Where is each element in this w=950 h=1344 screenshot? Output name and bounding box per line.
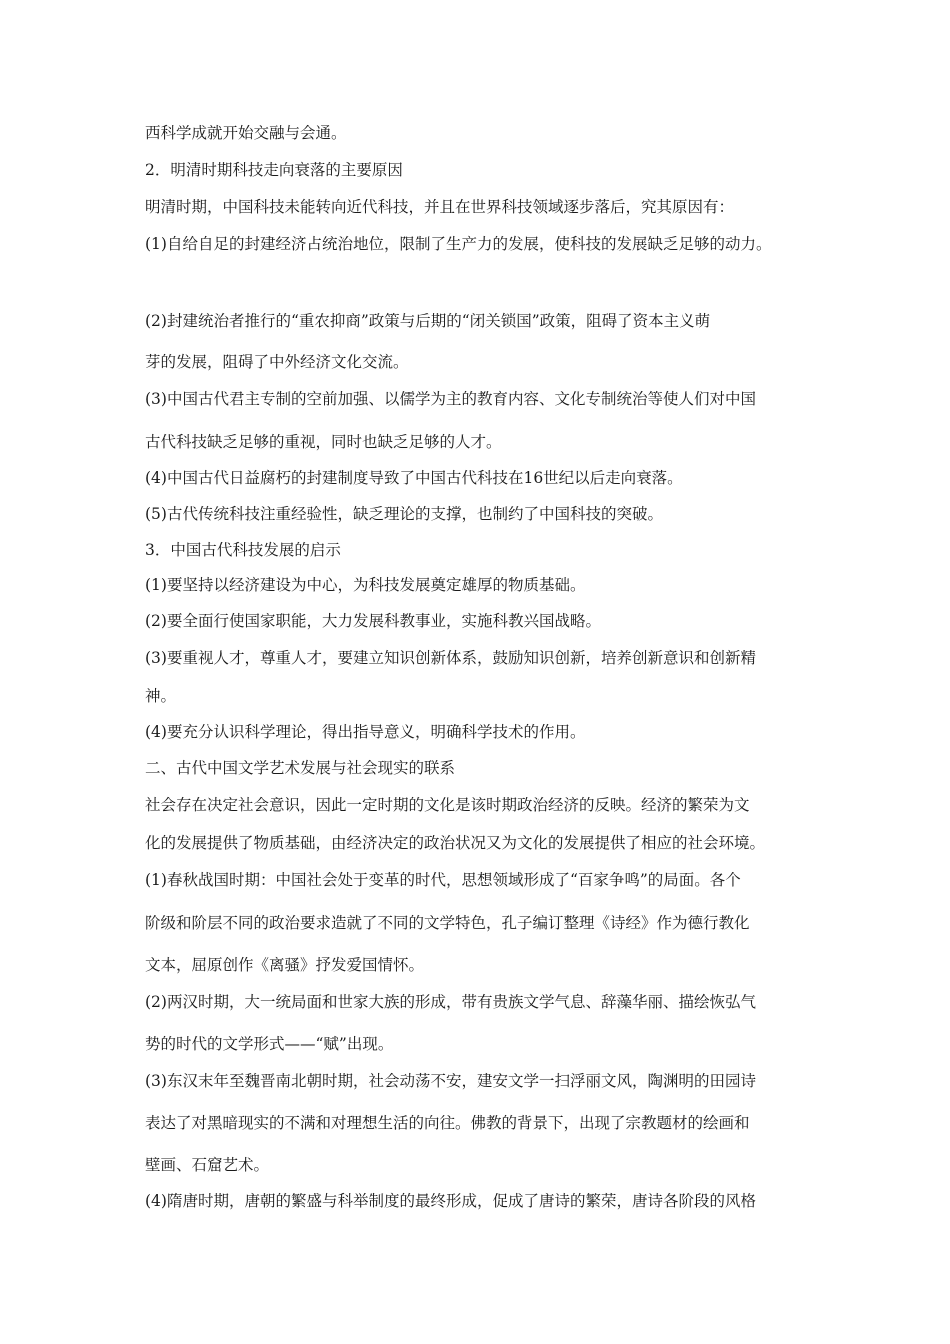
text-line-21: 阶级和阶层不同的政治要求造就了不同的文学特色，孔子编订整理《诗经》作为德行教化 [145,914,750,932]
section-heading-er: 二、古代中国文学艺术发展与社会现实的联系 [145,759,456,777]
text-line-24: 势的时代的文学形式——“赋”出现。 [145,1035,394,1053]
text-line-10: (5)古代传统科技注重经验性，缺乏理论的支撑，也制约了中国科技的突破。 [145,505,663,523]
text-line-12: (1)要坚持以经济建设为中心，为科技发展奠定雄厚的物质基础。 [145,576,586,594]
text-line-16: (4)要充分认识科学理论，得出指导意义，明确科学技术的作用。 [145,723,586,741]
text-line-9: (4)中国古代日益腐朽的封建制度导致了中国古代科技在16世纪以后走向衰落。 [145,469,683,487]
text-line-18: 社会存在决定社会意识，因此一定时期的文化是该时期政治经济的反映。经济的繁荣为文 [145,796,750,814]
text-line-20: (1)春秋战国时期：中国社会处于变革的时代，思想领域形成了“百家争鸣”的局面。各个 [145,871,741,889]
text-line-4: (1)自给自足的封建经济占统治地位，限制了生产力的发展，使科技的发展缺乏足够的动力。 [145,235,772,253]
text-line-1: 西科学成就开始交融与会通。 [145,124,347,142]
text-line-19: 化的发展提供了物质基础，由经济决定的政治状况又为文化的发展提供了相应的社会环境。 [145,834,766,852]
text-line-7: (3)中国古代君主专制的空前加强、以儒学为主的教育内容、文化专制统治等使人们对中国 [145,390,756,408]
text-line-3: 明清时期，中国科技未能转向近代科技，并且在世界科技领域逐步落后，究其原因有： [145,198,735,216]
text-line-15: 神。 [145,687,177,705]
text-line-6: 芽的发展，阻碍了中外经济文化交流。 [145,353,409,371]
section-heading-3: 3．中国古代科技发展的启示 [145,541,341,559]
text-line-27: 壁画、石窟艺术。 [145,1156,270,1174]
text-line-23: (2)两汉时期，大一统局面和世家大族的形成，带有贵族文学气息、辞藻华丽、描绘恢弘气 [145,993,756,1011]
text-line-25: (3)东汉末年至魏晋南北朝时期，社会动荡不安，建安文学一扫浮丽文风，陶渊明的田园诗 [145,1072,756,1090]
text-line-22: 文本，屈原创作《离骚》抒发爱国情怀。 [145,956,425,974]
text-line-13: (2)要全面行使国家职能，大力发展科教事业，实施科教兴国战略。 [145,612,601,630]
text-line-5: (2)封建统治者推行的“重农抑商”政策与后期的“闭关锁国”政策，阻碍了资本主义萌 [145,312,711,330]
text-line-28: (4)隋唐时期，唐朝的繁盛与科举制度的最终形成，促成了唐诗的繁荣，唐诗各阶段的风格 [145,1192,756,1210]
text-line-26: 表达了对黑暗现实的不满和对理想生活的向往。佛教的背景下，出现了宗教题材的绘画和 [145,1114,750,1132]
text-line-8: 古代科技缺乏足够的重视，同时也缺乏足够的人才。 [145,433,502,451]
text-line-14: (3)要重视人才，尊重人才，要建立知识创新体系，鼓励知识创新，培养创新意识和创新精 [145,649,756,667]
section-heading-2: 2．明清时期科技走向衰落的主要原因 [145,161,403,179]
